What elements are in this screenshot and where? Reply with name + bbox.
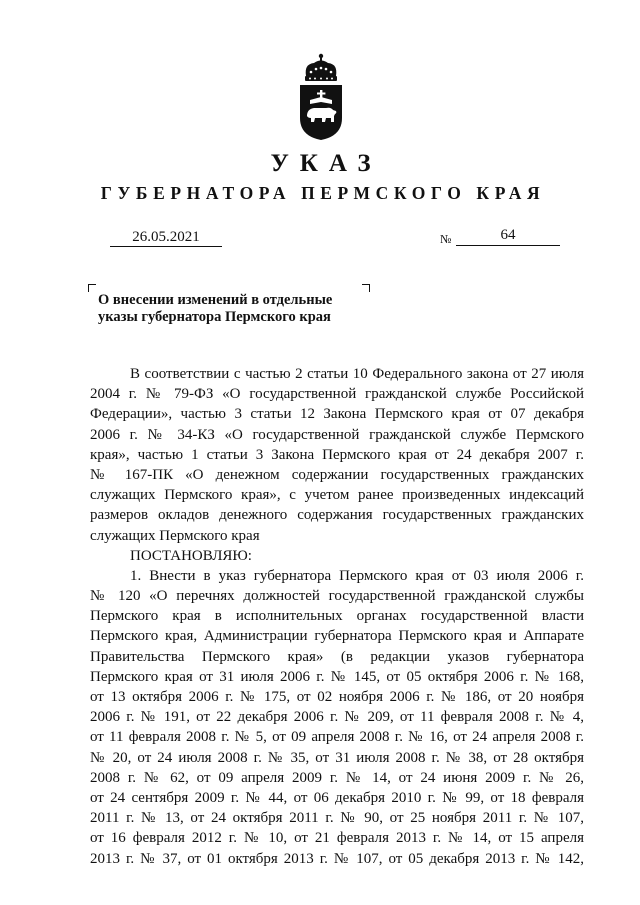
- subject-corner-left: [88, 284, 96, 292]
- decree-body: [90, 364, 584, 869]
- body-line: размеров окладов денежного содержания государственных гражданских: [90, 507, 584, 524]
- body-line: Федерации», частью 3 статьи 12 Закона Пермского края от 07 декабря: [90, 406, 584, 423]
- perm-krai-coat-of-arms-icon: [296, 52, 346, 142]
- body-line: от 11 февраля 2008 г. № 5, от 09 апреля 2008 г. № 16, от 24 апреля 2008 г.: [90, 729, 584, 746]
- body-line: 2006 г. № 191, от 22 декабря 2006 г. № 209, от 11 февраля 2008 г. № 4,: [90, 709, 584, 726]
- subject-line: О внесении изменений в отдельные: [98, 292, 333, 308]
- body-line: 2013 г. № 37, от 01 октября 2013 г. № 107, от 05 декабря 2013 г. № 142,: [90, 850, 584, 867]
- decree-subject: [98, 292, 332, 326]
- body-line: № 20, от 24 июля 2008 г. № 35, от 31 июля 2008 г. № 38, от 28 октября: [90, 749, 584, 766]
- body-line: 2008 г. № 62, от 09 апреля 2009 г. № 14, от 24 июня 2009 г. № 26,: [90, 769, 584, 786]
- document-title: УКАЗ: [270, 150, 382, 177]
- body-line: Пермского края, Администрации губернатора Пермского края и Аппарате: [90, 628, 584, 645]
- body-line: от 13 октября 2006 г. № 175, от 02 ноября 2006 г. № 186, от 20 ноября: [90, 689, 584, 705]
- body-line: 1. Внести в указ губернатора Пермского края от 03 июля 2006 г.: [130, 567, 584, 584]
- resolve-heading: ПОСТАНОВЛЯЮ:: [130, 547, 252, 564]
- body-line: 2006 г. № 34-КЗ «О государственной гражданской службе Пермского: [90, 426, 584, 443]
- body-line: Правительства Пермского края» (в редакции указов губернатора: [90, 648, 584, 665]
- body-line: № 167-ПК «О денежном содержании государственных гражданских: [90, 466, 584, 483]
- body-line: служащих Пермского края», с учетом ранее произведенных индексаций: [90, 487, 584, 504]
- body-line: Пермского края в исполнительных органах государственной власти: [90, 608, 584, 625]
- body-line: от 16 февраля 2012 г. № 10, от 21 февраля 2013 г. № 14, от 15 апреля: [90, 830, 584, 847]
- number-sign: №: [440, 232, 452, 246]
- subject-line: указы губернатора Пермского края: [98, 309, 331, 325]
- decree-number: 64: [500, 227, 516, 243]
- decree-date: 26.05.2021: [110, 229, 222, 247]
- body-line: от 24 сентября 2009 г. № 44, от 06 декабря 2010 г. № 99, от 18 февраля: [90, 789, 584, 806]
- body-line: № 120 «О перечнях должностей государственной гражданской службы: [90, 588, 584, 605]
- body-line: 2011 г. № 13, от 24 октября 2011 г. № 90, от 25 ноября 2011 г. № 107,: [90, 810, 584, 827]
- body-line: В соответствии с частью 2 статьи 10 Федерального закона от 27 июля: [130, 366, 584, 382]
- body-line: Пермского края от 31 июля 2006 г. № 145, от 05 октября 2006 г. № 168,: [90, 668, 584, 685]
- document-subtitle: ГУБЕРНАТОРА ПЕРМСКОГО КРАЯ: [100, 183, 546, 203]
- body-line: края», частью 1 статьи 3 Закона Пермского края от 24 декабря 2007 г.: [90, 446, 584, 463]
- number-underline: [456, 245, 560, 246]
- body-line: 2004 г. № 79-ФЗ «О государственной гражданской службе Российской: [90, 386, 584, 403]
- body-line: служащих Пермского края: [90, 527, 260, 544]
- subject-corner-right: [362, 284, 370, 292]
